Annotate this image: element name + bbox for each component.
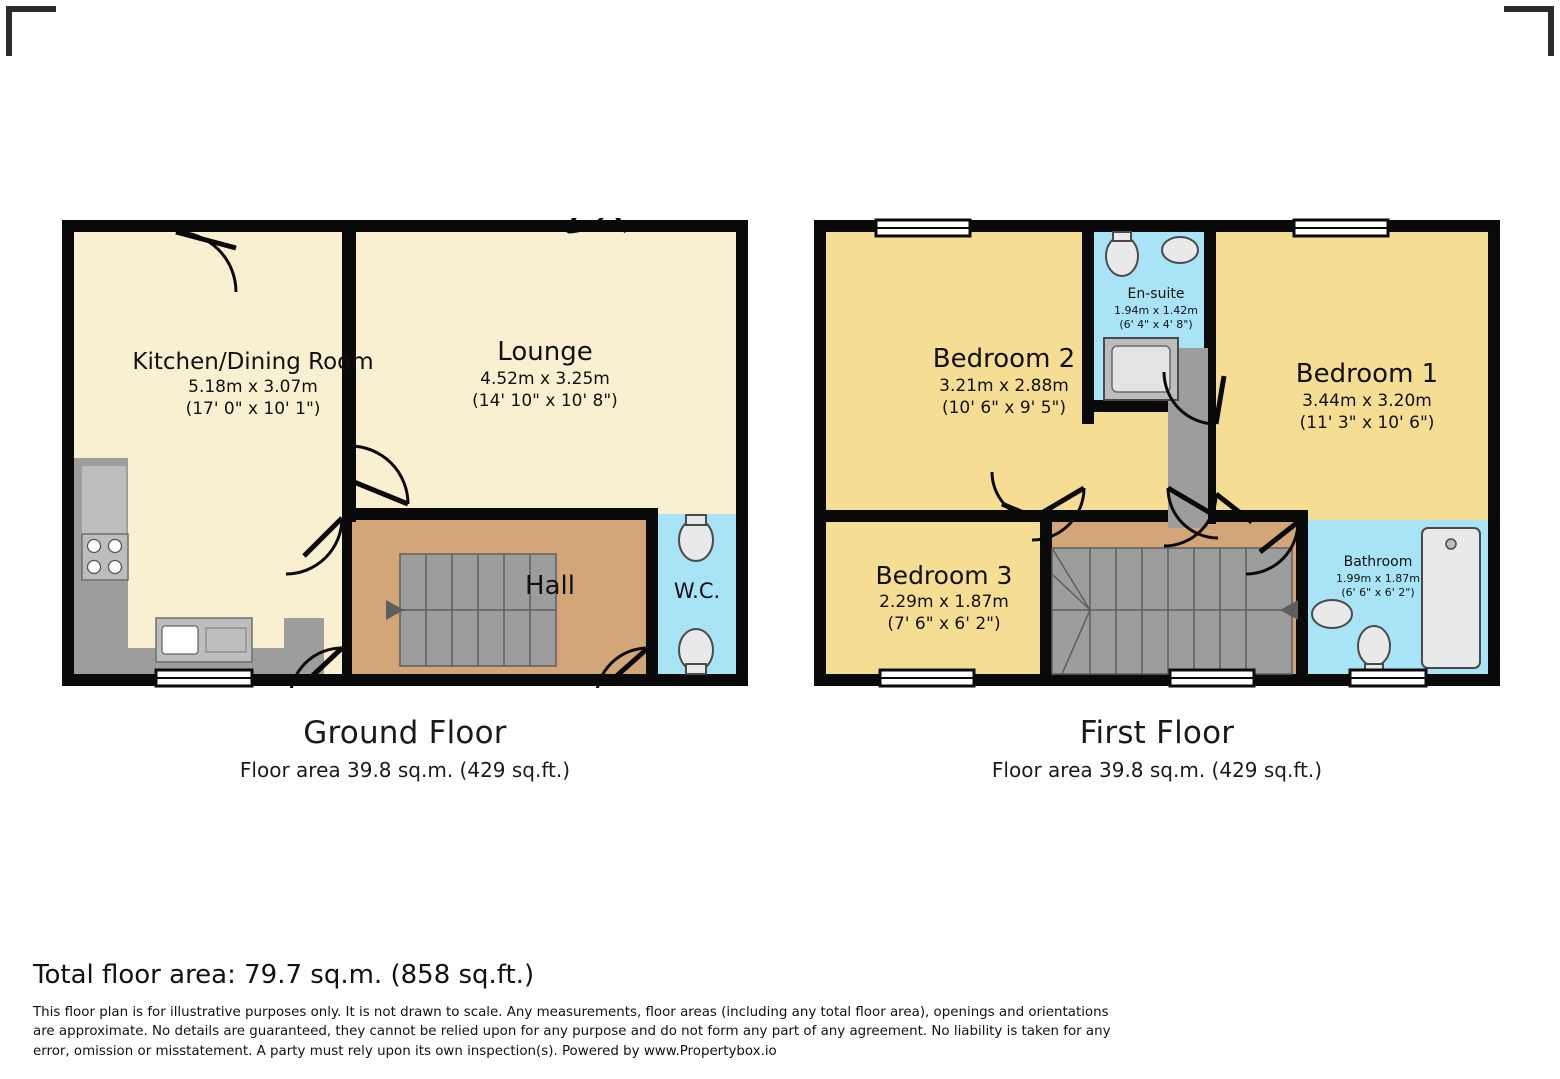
room-dim-metric: 2.29m x 1.87m	[879, 592, 1009, 612]
floor-area: Floor area 39.8 sq.m. (429 sq.ft.)	[239, 758, 571, 782]
room-label-kitchen-dining	[108, 348, 398, 421]
ground-floor-caption	[60, 715, 750, 782]
room-label-en-suite	[1088, 286, 1224, 332]
disclaimer-text: This floor plan is for illustrative purposes only. It is not drawn to scale. Any measurements, floor areas (including any total floor area), openings and orientations are approximate. No details are guaranteed, they cannot be relied upon for any purpose and do not form any part of any agreement. No liability is taken for any error, omission or misstatement. A party must rely upon its own inspection(s). Powered by www.Propertybox.io	[33, 1005, 1111, 1059]
crop-mark-top-left	[6, 6, 56, 56]
room-dim-metric: 5.18m x 3.07m	[188, 377, 318, 398]
room-name: W.C.	[673, 579, 721, 603]
room-name: Bedroom 1	[1295, 359, 1439, 389]
floor-area: Floor area 39.8 sq.m. (429 sq.ft.)	[991, 758, 1323, 782]
room-dim-metric: 1.94m x 1.42m	[1114, 303, 1198, 317]
room-label-hall	[480, 570, 620, 603]
room-label-bathroom	[1308, 554, 1448, 600]
room-dim-imperial: (11' 3" x 10' 6")	[1299, 413, 1435, 434]
room-dim-metric: 4.52m x 3.25m	[480, 369, 610, 390]
room-dim-imperial: (10' 6" x 9' 5")	[941, 398, 1066, 419]
floor-title: First Floor	[1079, 715, 1235, 751]
floor-title: Ground Floor	[303, 715, 507, 751]
ground-floor-plan	[60, 218, 750, 688]
room-dim-metric: 1.99m x 1.87m	[1336, 571, 1420, 585]
room-label-lounge	[400, 336, 690, 413]
first-floor-plan	[812, 218, 1502, 688]
room-label-bedroom-2	[874, 343, 1134, 420]
room-name: En-suite	[1127, 286, 1185, 302]
room-name: Lounge	[497, 337, 593, 367]
room-dim-imperial: (7' 6" x 6' 2")	[887, 613, 1001, 634]
room-name: Bedroom 2	[932, 344, 1076, 374]
room-name: Bathroom	[1343, 554, 1413, 570]
room-name: Hall	[525, 571, 575, 601]
room-dim-imperial: (17' 0" x 10' 1")	[185, 399, 321, 420]
room-label-bedroom-1	[1232, 358, 1502, 435]
room-dim-metric: 3.21m x 2.88m	[939, 376, 1069, 397]
room-label-bedroom-3	[834, 560, 1054, 636]
room-dim-metric: 3.44m x 3.20m	[1302, 391, 1432, 412]
room-dim-imperial: (6' 4" x 4' 8")	[1119, 317, 1193, 331]
room-name: Kitchen/Dining Room	[132, 349, 374, 375]
first-floor-caption	[812, 715, 1502, 782]
ground-floor-svg	[60, 218, 750, 688]
room-label-wc	[645, 578, 749, 605]
total-floor-area: Total floor area: 79.7 sq.m. (858 sq.ft.)	[33, 960, 535, 990]
room-dim-imperial: (6' 6" x 6' 2")	[1341, 585, 1415, 599]
room-name: Bedroom 3	[875, 561, 1013, 590]
crop-mark-top-right	[1504, 6, 1554, 56]
room-dim-imperial: (14' 10" x 10' 8")	[472, 391, 618, 412]
